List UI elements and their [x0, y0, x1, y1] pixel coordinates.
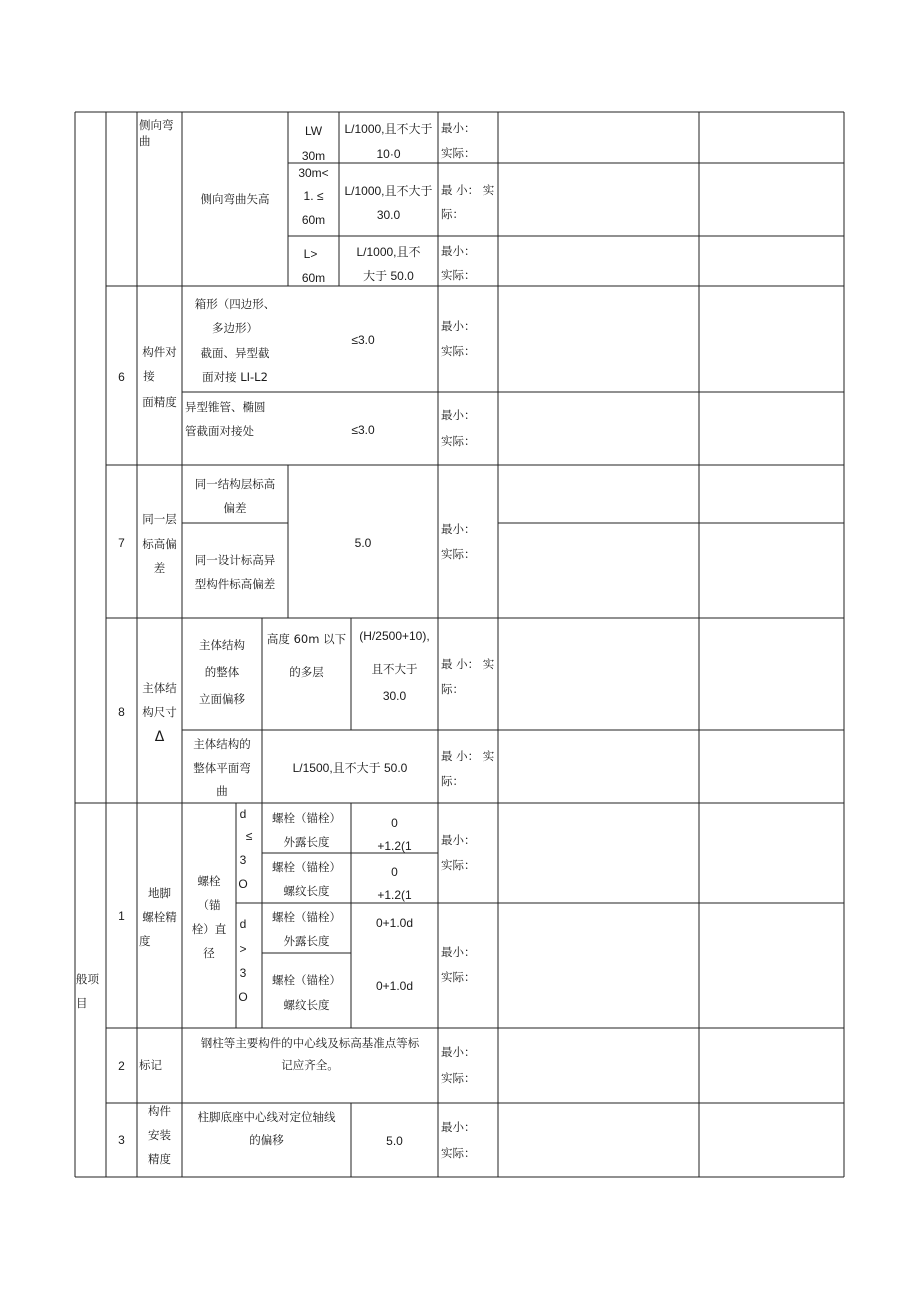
lateral-tolerance-2a: L/1000,且不大于	[344, 184, 433, 198]
row8-name-a: 主体结	[142, 681, 177, 695]
row8-tolerance1-b: 且不大于	[371, 662, 418, 676]
bolt-sub2-a: 螺栓（锚栓）	[272, 860, 341, 874]
row8-name-delta: Δ	[154, 729, 165, 745]
row6-name-a: 构件对	[142, 345, 177, 359]
lateral-category-text: 侧向弯曲	[139, 118, 174, 148]
bolt-sub1-tol-b: +1.2(1	[377, 839, 412, 853]
row7-sub1-a: 同一结构层标高	[194, 477, 276, 491]
general-row1-record1-b: 实际：	[441, 858, 476, 872]
lateral-length-2b: 1. ≤	[303, 189, 324, 203]
row8-sub1-b: 的整体	[204, 665, 240, 679]
lateral-tolerance-1b: 10·0	[376, 147, 401, 161]
row6-item1-d: 面对接 LI-L2	[202, 370, 268, 384]
row7-name-a: 同一层	[142, 512, 177, 526]
condition2-char-1: d	[239, 917, 247, 931]
lateral-record-3a: 最小：	[441, 244, 476, 258]
general-row3-tolerance: 5.0	[386, 1134, 403, 1148]
lateral-tolerance-2b: 30.0	[376, 208, 401, 222]
row6-name-c: 面精度	[142, 395, 177, 409]
bolt-sub3-a: 螺栓（锚栓）	[272, 910, 341, 924]
row8-tolerance2: L/1500,且不大于 50.0	[292, 761, 408, 775]
bolt-diameter-d: 径	[203, 946, 215, 960]
row8-condition-a: 高度 60m 以下	[266, 632, 347, 646]
lateral-record-1b: 实际：	[441, 146, 476, 160]
row6-record1-b: 实际：	[441, 344, 476, 358]
lateral-record-3b: 实际：	[441, 268, 476, 282]
row6-item1-c: 截面、异型截	[200, 346, 270, 360]
row6-name-b: 接	[143, 369, 155, 383]
lateral-length-2c: 60m	[301, 213, 326, 227]
general-row2-desc-b: 记应齐全。	[281, 1058, 339, 1072]
lateral-length-1b: 30m	[301, 149, 326, 163]
general-section-label-a: 般项	[76, 972, 99, 986]
row7-sub2-a: 同一设计标高异	[194, 553, 276, 567]
row8-tolerance1-a: (H/2500+10),	[359, 629, 430, 643]
general-row3-number: 3	[118, 1133, 125, 1147]
row6-tolerance2: ≤3.0	[351, 423, 375, 437]
general-row2-desc-a: 钢柱等主要构件的中心线及标高基准点等标	[200, 1036, 420, 1050]
row7-sub1-b: 偏差	[223, 501, 247, 515]
row7-name-c: 差	[153, 561, 166, 575]
general-row3-name-b: 安装	[148, 1128, 171, 1142]
general-row3-record-b: 实际：	[441, 1146, 476, 1160]
general-row2-number: 2	[118, 1059, 125, 1073]
row6-item2-b: 管截面对接处	[185, 424, 254, 438]
row6-record1-a: 最小：	[441, 319, 476, 333]
bolt-sub2-tol-b: +1.2(1	[377, 888, 412, 902]
row8-record1-a: 最 小： 实	[441, 657, 495, 671]
row6-item1-a: 箱形（四边形、	[194, 297, 276, 311]
row6-item2-a: 异型锥管、椭圆	[185, 400, 266, 414]
row7-number: 7	[118, 536, 125, 550]
row8-sub2-b: 整体平面弯	[193, 761, 251, 775]
row7-record-b: 实际：	[441, 547, 476, 561]
row6-tolerance1: ≤3.0	[351, 333, 375, 347]
general-row3-item-b: 的偏移	[249, 1133, 284, 1147]
general-row1-record2-a: 最小：	[441, 945, 476, 959]
lateral-length-2a: 30m<	[298, 166, 329, 180]
bolt-sub2-b: 螺纹长度	[283, 884, 330, 898]
general-section-label-b: 目	[76, 996, 88, 1010]
general-row1-name-c: 度	[139, 934, 151, 948]
general-row3-item-a: 柱脚底座中心线对定位轴线	[197, 1110, 336, 1124]
bolt-sub4-b: 螺纹长度	[283, 998, 330, 1012]
condition1-char-1: d	[239, 807, 247, 821]
row8-tolerance1-c: 30.0	[382, 689, 407, 703]
row8-sub2-c: 曲	[216, 784, 228, 798]
row8-name-b: 构尺寸	[142, 705, 177, 719]
row8-record2-b: 际：	[441, 774, 464, 788]
bolt-sub4-tol: 0+1.0d	[375, 979, 414, 993]
general-row3-record-a: 最小：	[441, 1120, 476, 1134]
lateral-category	[139, 118, 183, 149]
bolt-sub4-a: 螺栓（锚栓）	[272, 973, 341, 987]
bolt-diameter-b: （锚	[197, 898, 221, 912]
bolt-sub1-b: 外露长度	[283, 835, 330, 849]
row6-item1-b: 多边形）	[212, 321, 258, 335]
row8-record1-b: 际：	[441, 682, 464, 696]
bolt-sub2-tol-a: 0	[391, 865, 398, 879]
row8-record2-a: 最 小： 实	[441, 749, 495, 763]
general-row3-name-a: 构件	[148, 1104, 171, 1118]
bolt-sub1-a: 螺栓（锚栓）	[272, 811, 341, 825]
lateral-tolerance-3a: L/1000,且不	[356, 245, 421, 259]
general-row1-name-b: 螺栓精	[142, 910, 177, 924]
lateral-length-3b: 60m	[301, 271, 326, 285]
row8-number: 8	[118, 705, 125, 719]
row6-record2-b: 实际：	[441, 434, 476, 448]
general-row1-record1-a: 最小：	[441, 833, 476, 847]
row8-sub1-c: 立面偏移	[199, 692, 245, 706]
lateral-record-2a: 最 小： 实	[441, 183, 495, 197]
lateral-item: 侧向弯曲矢高	[200, 192, 270, 206]
general-row1-record2-b: 实际：	[441, 970, 476, 984]
row6-record2-a: 最小：	[441, 408, 476, 422]
general-row3-name-c: 精度	[148, 1152, 171, 1166]
bolt-sub1-tol-a: 0	[391, 816, 398, 830]
condition1-char-3: 3	[239, 853, 247, 867]
condition2-char-4: O	[238, 990, 248, 1004]
lateral-tolerance-3b: 大于 50.0	[363, 269, 414, 283]
row8-sub2-a: 主体结构的	[193, 737, 251, 751]
condition1-char-2: ≤	[245, 829, 253, 843]
bolt-sub3-b: 外露长度	[283, 934, 330, 948]
row8-sub1-a: 主体结构	[199, 638, 245, 652]
lateral-tolerance-1a: L/1000,且不大于	[344, 122, 433, 136]
general-row1-name-a: 地脚	[148, 886, 171, 900]
general-row2-record-b: 实际：	[441, 1071, 476, 1085]
bolt-sub3-tol: 0+1.0d	[375, 916, 414, 930]
row8-condition-b: 的多层	[289, 665, 324, 679]
condition2-char-2: >	[239, 942, 247, 956]
row6-number: 6	[118, 370, 125, 384]
bolt-diameter-c: 栓）直	[191, 922, 227, 936]
row7-record-a: 最小：	[441, 522, 476, 536]
condition1-char-4: O	[238, 877, 248, 891]
condition2-char-3: 3	[239, 966, 247, 980]
lateral-length-1a: LW	[304, 124, 323, 138]
bolt-diameter-a: 螺栓	[197, 874, 221, 888]
row7-tolerance: 5.0	[354, 536, 372, 550]
lateral-record-1a: 最小：	[441, 121, 476, 135]
general-row1-number: 1	[118, 909, 125, 923]
lateral-record-2b: 际：	[441, 207, 464, 221]
row7-sub2-b: 型构件标高偏差	[194, 577, 276, 591]
lateral-length-3a: L>	[303, 247, 318, 261]
general-row2-record-a: 最小：	[441, 1045, 476, 1059]
general-row2-name: 标记	[139, 1058, 162, 1072]
row7-name-b: 标高偏	[142, 537, 177, 551]
